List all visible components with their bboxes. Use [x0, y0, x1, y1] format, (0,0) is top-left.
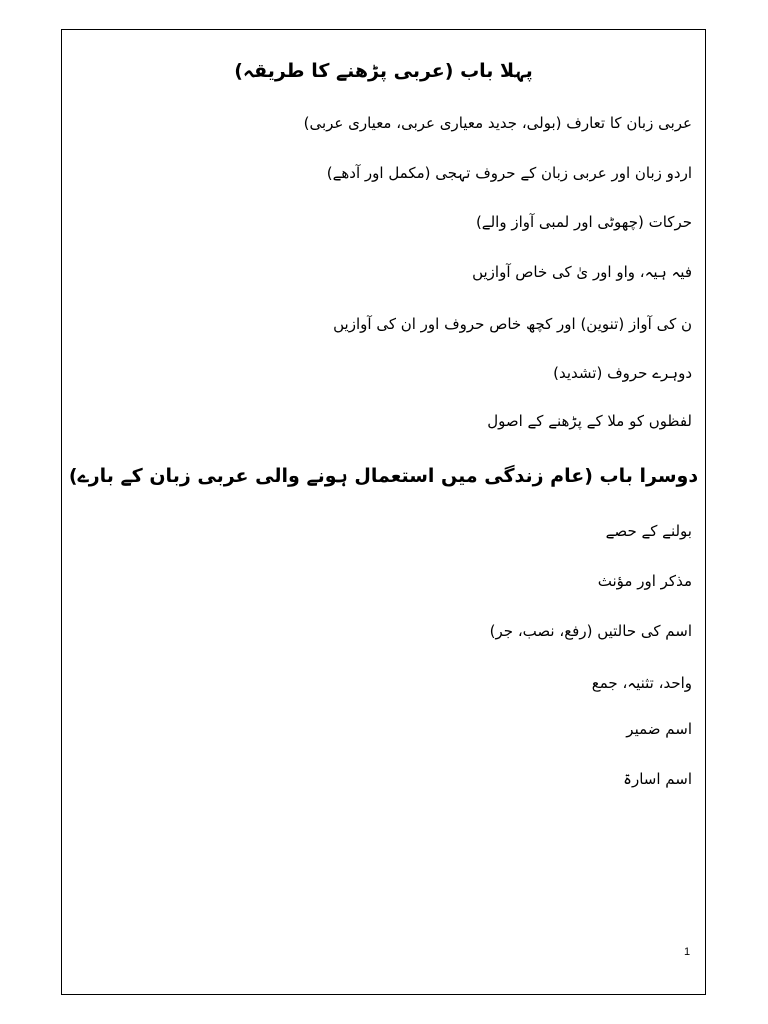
page-number: 1	[684, 946, 691, 958]
chapter1-item-2: اردو زبان اور عربی زبان کے حروف تہجی (مکمل اور آدھے)	[326, 164, 692, 182]
chapter2-item-1: بولنے کے حصے	[605, 522, 692, 540]
chapter1-item-6: دوہرے حروف (تشدید)	[553, 364, 692, 382]
chapter1-item-5: ن کی آواز (تنوین) اور کچھ خاص حروف اور ان کی آوازیں	[333, 315, 692, 333]
chapter2-item-3: اسم کی حالتیں (رفع، نصب، جر)	[489, 622, 692, 640]
chapter2-item-4: واحد، تثنیہ، جمع	[591, 674, 692, 692]
chapter2-item-2: مذکر اور مؤنث	[597, 572, 692, 590]
chapter1-item-7: لفظوں کو ملا کے پڑھنے کے اصول	[487, 412, 692, 430]
chapter2-item-6: اسم اسارۃ	[623, 770, 692, 788]
chapter1-item-1: عربی زبان کا تعارف (بولی، جدید معیاری عربی، معیاری عربی)	[303, 114, 692, 132]
chapter1-item-3: حرکات (چھوٹی اور لمبی آواز والے)	[475, 213, 692, 231]
chapter1-item-4: فیہ ہیہ، واو اور یٰ کی خاص آوازیں	[472, 263, 692, 281]
chapter1-title: پہلا باب (عربی پڑھنے کا طریقہ)	[234, 60, 533, 82]
chapter2-item-5: اسم ضمیر	[626, 720, 692, 738]
chapter2-title: دوسرا باب (عام زندگی میں استعمال ہونے والی عربی زبان کے بارے)	[68, 465, 699, 487]
